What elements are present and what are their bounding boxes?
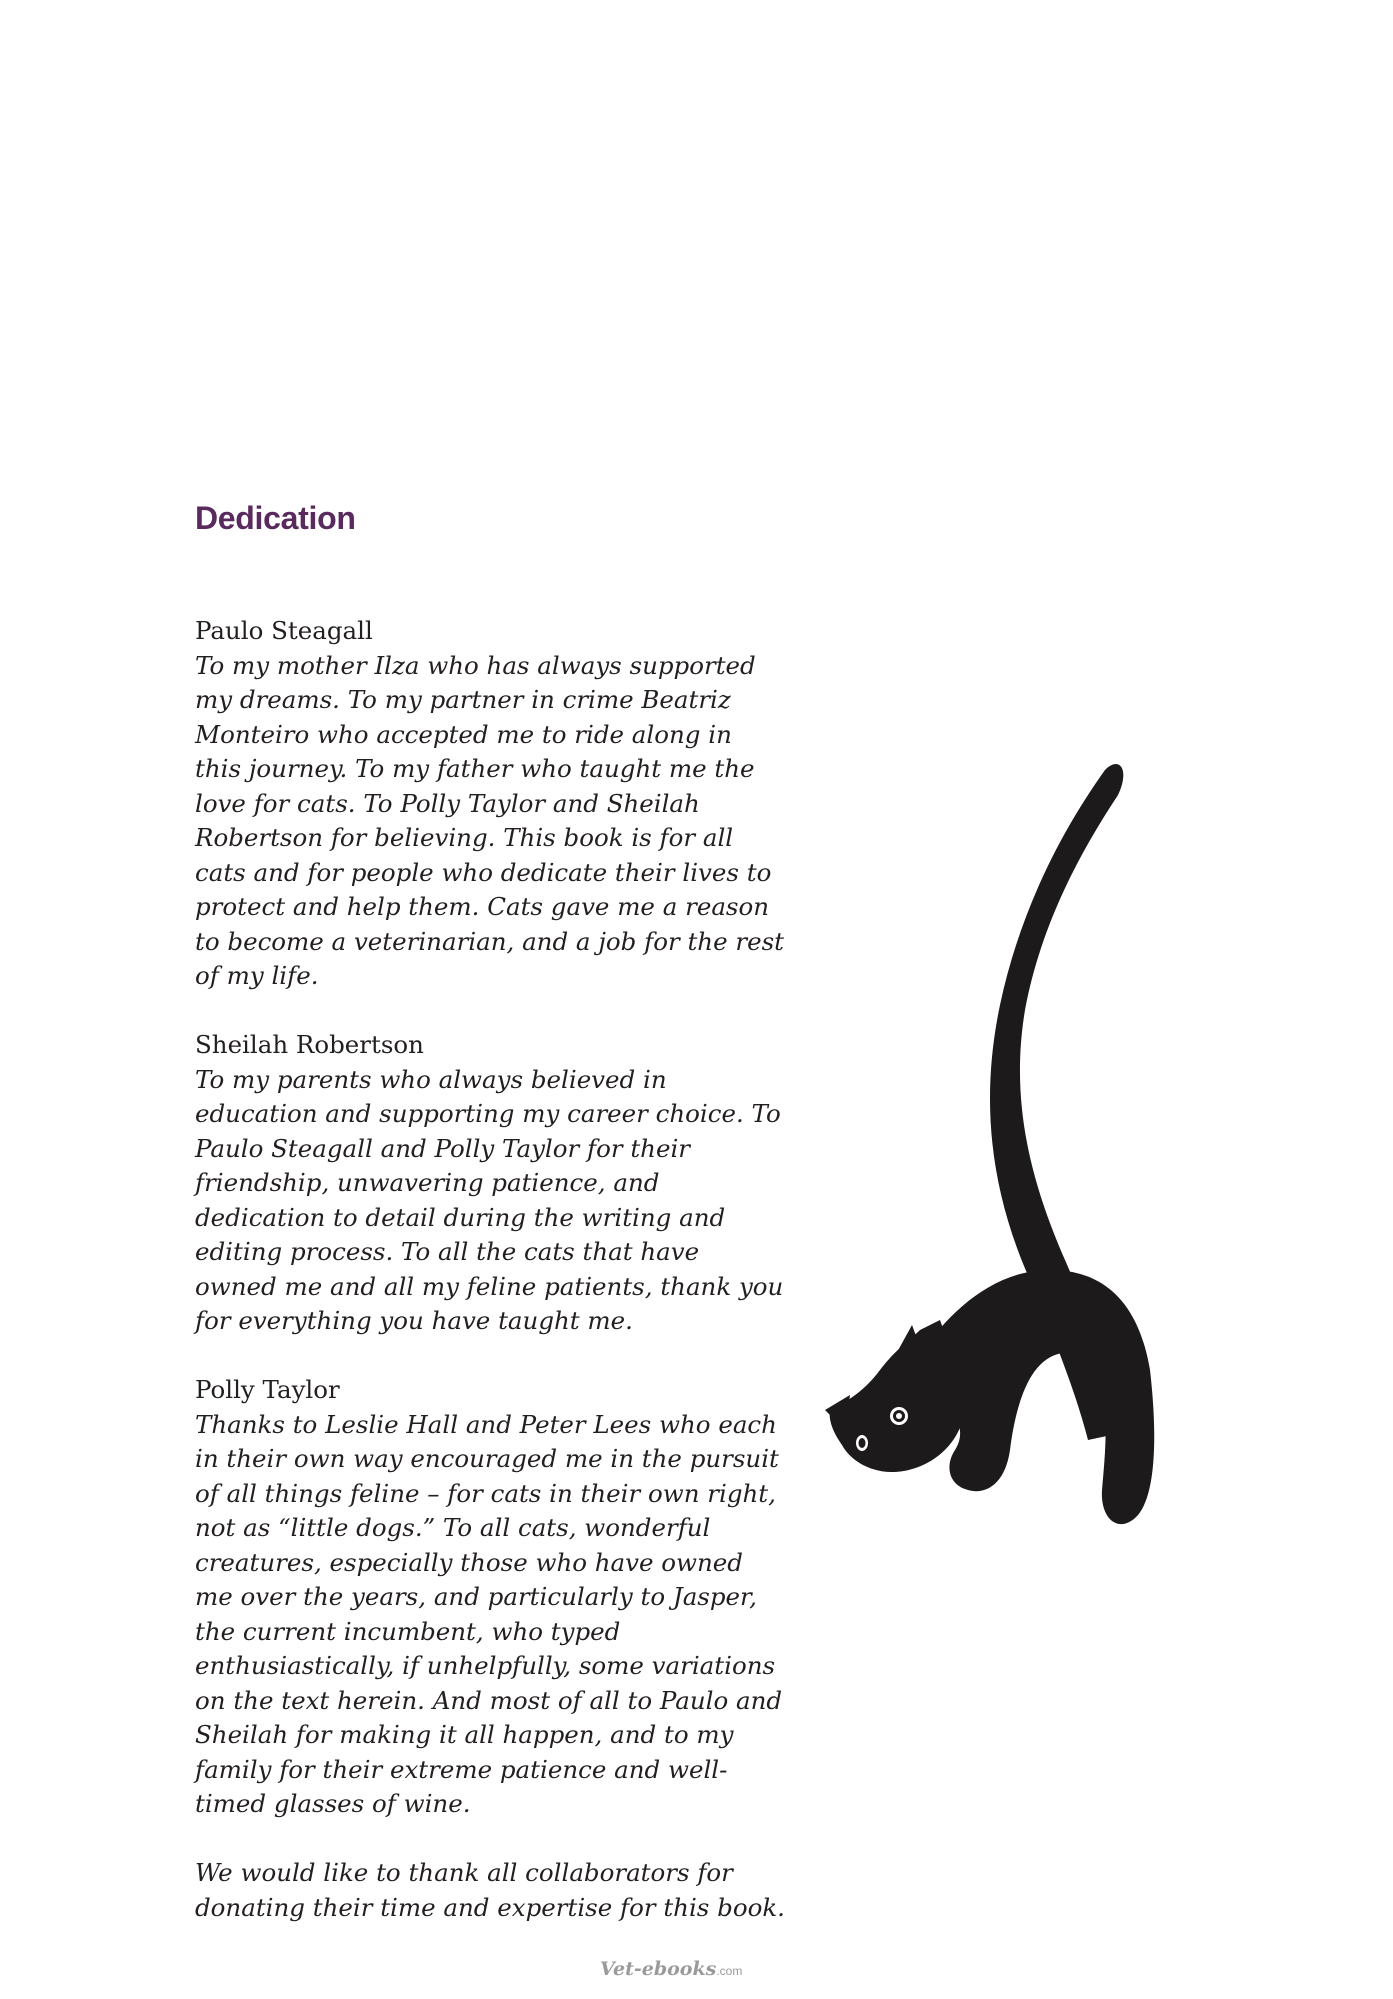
cat-head: [830, 1320, 966, 1472]
closing-acknowledgement: We would like to thank all collaborators for donating their time and expertise for this book.: [195, 1858, 785, 1922]
page-title: Dedication: [195, 500, 356, 536]
watermark-suffix: .com: [716, 1964, 743, 1978]
dedication-block: [195, 1028, 785, 1339]
watermark-text: Vet-ebooks: [600, 1958, 717, 1980]
vet-ebooks-watermark: [600, 1958, 742, 1980]
dedication-text: To my parents who always believed in education and supporting my career choice. To Paulo Steagall and Polly Taylor for their friendship, unwavering patience, and dedication to detail during the writing and editing process. To all the cats that have owned me and all my feline patients, thank you for everything you have taught me.: [195, 1064, 784, 1335]
cat-eye: [856, 1435, 868, 1451]
dedication-block: [195, 1373, 785, 1822]
cat-eye: [890, 1407, 908, 1425]
dedication-text-column: [195, 614, 785, 1960]
dedication-block: [195, 614, 785, 994]
dedication-text: To my mother Ilza who has always supported my dreams. To my partner in crime Beatriz Monteiro who accepted me to ride along in this journey. To my father who taught me the love for cats. To Polly Taylor and Sheilah Robertson for believing. This book is for all cats and for people who dedicate their lives to protect and help them. Cats gave me a reason to become a veterinarian, and a job for the rest of my life.: [195, 650, 785, 990]
dedication-text: Thanks to Leslie Hall and Peter Lees who each in their own way encouraged me in the pursuit of all things feline – for cats in their own right, not as “little dogs.” To all cats, wonderful creatures, especially those who have owned me over the years, and particularly to Jasper, the current incumbent, who typed enthusiastically, if unhelpfully, some variations on the text herein. And most of all to Paulo and Sheilah for making it all happen, and to my family for their extreme patience and well-timed glasses of wine.: [195, 1409, 783, 1818]
dedication-author: Sheilah Robertson: [195, 1030, 424, 1059]
dedication-author: Polly Taylor: [195, 1375, 340, 1404]
dedication-author: Paulo Steagall: [195, 616, 373, 645]
black-cat-illustration-icon: [820, 750, 1220, 1580]
